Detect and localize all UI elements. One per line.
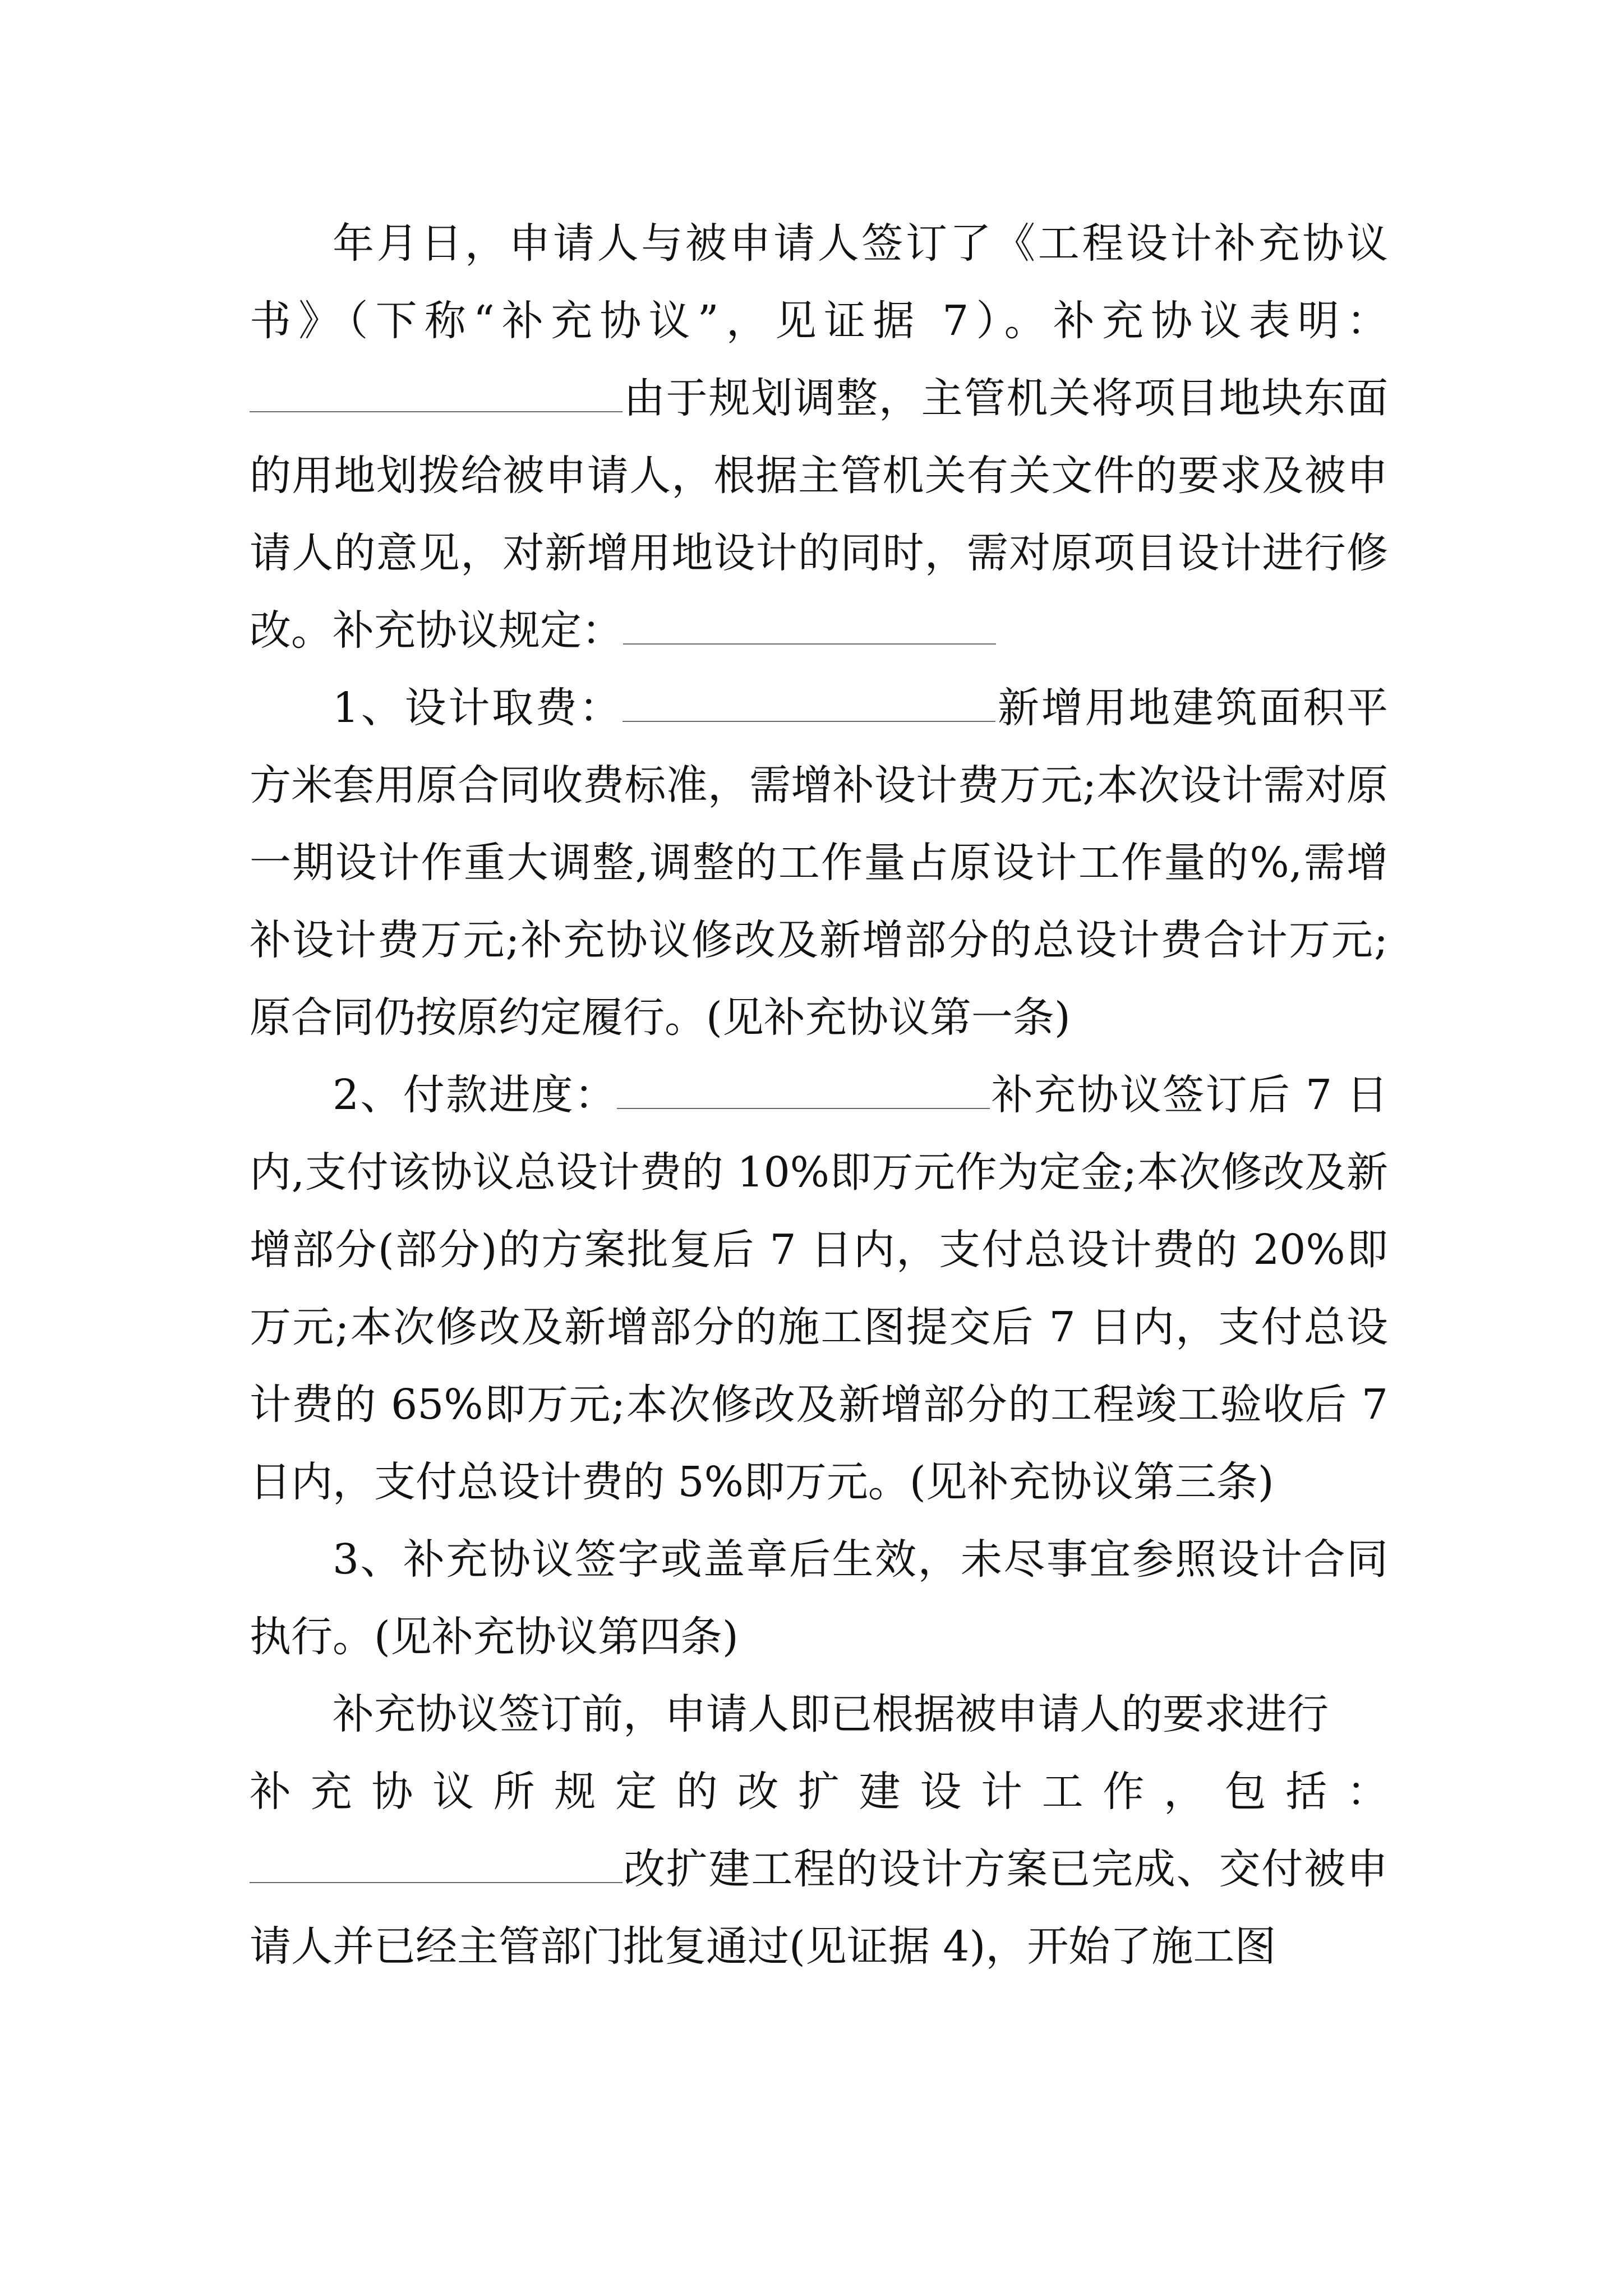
paragraph-prior-work-line1 [250,1676,1388,1753]
blank-fill-line [623,608,996,645]
paragraph-text: 补充协议所规定的改扩建设计工作，包括： [250,1768,1388,1816]
blank-fill-line [617,1072,990,1109]
paragraph-text: 3、补充协议签字或盖章后生效，未尽事宜参照设计合同执行。(见补充协议第四条) [250,1535,1388,1661]
blank-fill-line [250,1846,623,1883]
paragraph-text: 年月日，申请人与被申请人签订了《工程设计补充协议书》（下称“补充协议”，见证据 7）。补充协议表明： [250,219,1388,345]
paragraph-text: 补充协议签订前，申请人即已根据被申请人的要求进行 [333,1690,1329,1738]
paragraph-text: 改扩建工程的设计方案已完成、交付被申请人并已经主管部门批复通过(见证据 4)，开始了施工图 [250,1845,1388,1971]
paragraph-effectiveness [250,1521,1388,1676]
blank-fill-line [250,375,623,412]
paragraph-text: 由于规划调整，主管机关将项目地块东面的用地划拨给被申请人，根据主管机关有关文件的要求及被申请人的意见，对新增用地设计的同时，需对原项目设计进行修改。补充协议规定： [250,374,1388,655]
paragraph-design-fee [250,669,1388,1056]
paragraph-text: 1、设计取费： [333,684,623,732]
paragraph-prior-work-line2 [250,1753,1388,1830]
paragraph-text: 补充协议签订后 7 日内,支付该协议总设计费的 10%即万元作为定金;本次修改及新增部分(部分)的方案批复后 7 日内，支付总设计费的 20%即万元;本次修改及新增部分的施工图提交后 7 日内，支付总设计费的 65%即万元;本次修改及新增部分的工程竣工验收后 7 日内，支付总设计费的 5%即万元。(见补充协议第三条) [250,1071,1388,1506]
paragraph-prior-work-rest [250,1830,1388,1985]
blank-fill-line [623,685,995,722]
paragraph-text: 2、付款进度： [333,1071,617,1119]
paragraph-supplementary-agreement-intro [250,205,1388,669]
document-body [250,205,1388,1985]
paragraph-payment-schedule [250,1056,1388,1521]
paragraph-text: 新增用地建筑面积平方米套用原合同收费标准，需增补设计费万元;本次设计需对原一期设计作重大调整,调整的工作量占原设计工作量的%,需增补设计费万元;补充协议修改及新增部分的总设计费合计万元;原合同仍按原约定履行。(见补充协议第一条) [250,684,1388,1042]
